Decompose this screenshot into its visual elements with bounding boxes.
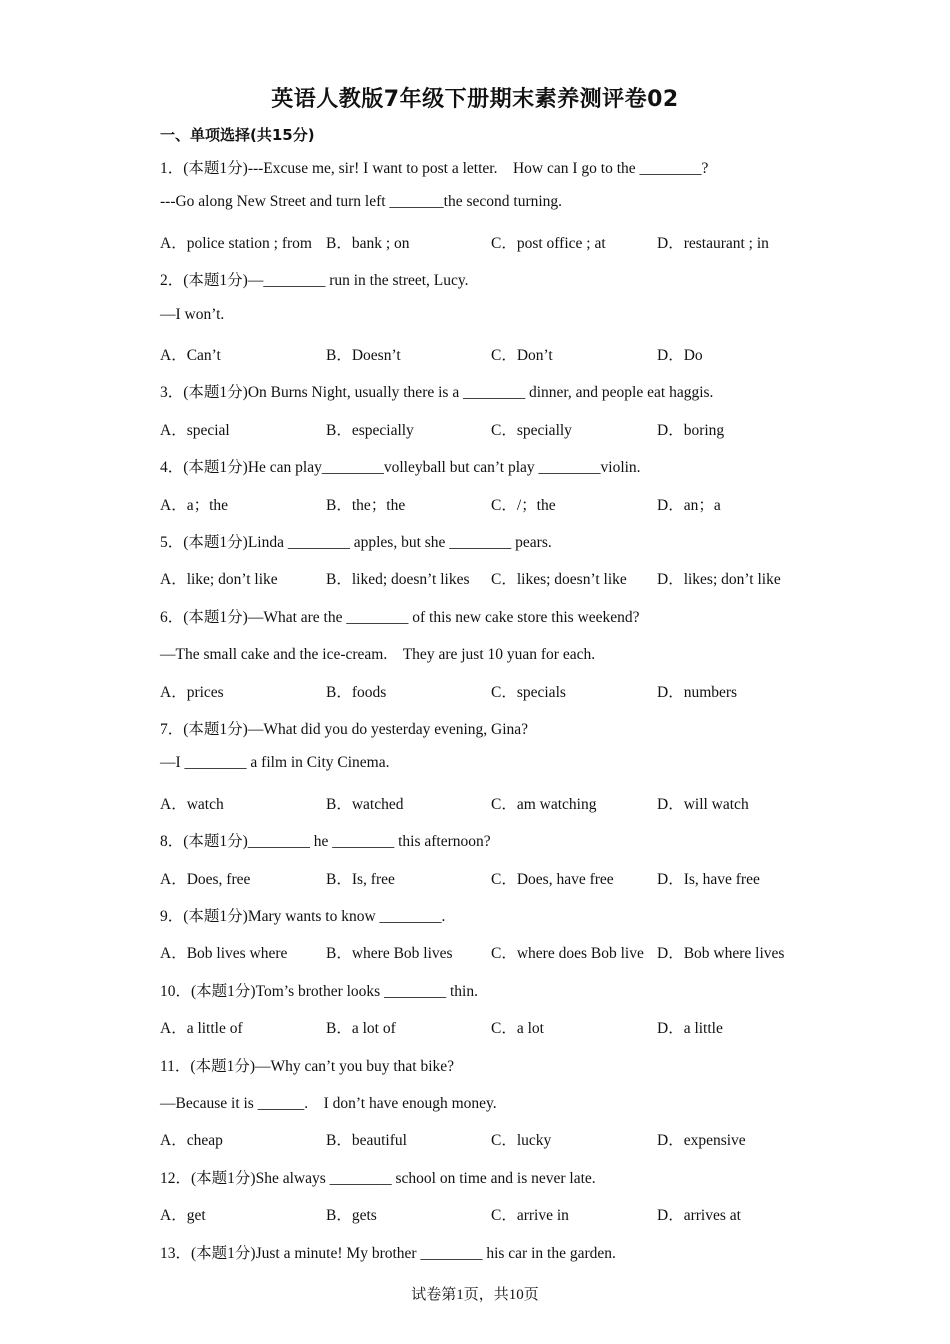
question-stem: 12．(本题1分)She always ________ school on time and is never late. xyxy=(160,1169,596,1187)
question-stem: 6．(本题1分)—What are the ________ of this new cake store this weekend? xyxy=(160,608,640,626)
answer-option-d[interactable]: D．will watch xyxy=(657,795,749,813)
page-footer: 试卷第1页，共10页 xyxy=(411,1287,539,1303)
question-stem: 5．(本题1分)Linda ________ apples, but she ________ pears. xyxy=(160,534,552,551)
question-stem: 1．(本题1分)---Excuse me, sir! I want to post a letter. How can I go to the ________? xyxy=(160,160,709,177)
answer-option-d[interactable]: D．a little xyxy=(657,1020,723,1038)
answer-option-c[interactable]: C．am watching xyxy=(491,795,597,813)
answer-option-d[interactable]: D．Is, have free xyxy=(657,870,760,888)
answer-option-b[interactable]: B．Doesn’t xyxy=(326,347,401,364)
question-stem: 7．(本题1分)—What did you do yesterday evening, Gina? xyxy=(160,721,529,738)
answer-option-b[interactable]: B．especially xyxy=(326,421,414,439)
answer-option-b[interactable]: B．beautiful xyxy=(326,1132,407,1150)
answer-option-d[interactable]: D．likes; don’t like xyxy=(657,571,781,589)
answer-option-c[interactable]: C．a lot xyxy=(491,1020,544,1038)
section-heading: 一、单项选择(共15分) xyxy=(160,126,315,144)
answer-option-d[interactable]: D．boring xyxy=(657,421,725,439)
answer-option-c[interactable]: C．arrive in xyxy=(491,1207,569,1225)
answer-option-a[interactable]: A．a little of xyxy=(160,1020,243,1038)
answer-option-b[interactable]: B．a lot of xyxy=(326,1020,396,1038)
answer-option-a[interactable]: A．a；the xyxy=(160,496,229,514)
answer-option-a[interactable]: A．police station ; from xyxy=(160,234,312,252)
answer-option-c[interactable]: C．lucky xyxy=(491,1132,552,1150)
answer-option-d[interactable]: D．restaurant ; in xyxy=(657,234,769,252)
answer-option-b[interactable]: B．where Bob lives xyxy=(326,945,453,963)
question-stem: 4．(本题1分)He can play________volleyball but can’t play ________violin. xyxy=(160,459,641,477)
answer-option-c[interactable]: C．post office ; at xyxy=(491,234,606,252)
answer-option-b[interactable]: B．liked; doesn’t likes xyxy=(326,571,470,589)
answer-option-b[interactable]: B．bank ; on xyxy=(326,234,410,252)
answer-option-b[interactable]: B．gets xyxy=(326,1207,377,1225)
question-dialogue-line: —Because it is ______. I don’t have enough money. xyxy=(160,1095,497,1112)
answer-option-b[interactable]: B．foods xyxy=(326,683,387,701)
page-title: 英语人教版7年级下册期末素养测评卷02 xyxy=(271,87,679,112)
answer-option-c[interactable]: C．specials xyxy=(491,683,566,701)
question-stem: 8．(本题1分)________ he ________ this afternoon? xyxy=(160,833,491,851)
question-stem: 10．(本题1分)Tom’s brother looks ________ thin. xyxy=(160,982,478,1000)
answer-option-d[interactable]: D．Bob where lives xyxy=(657,945,785,963)
answer-option-a[interactable]: A．Can’t xyxy=(160,347,221,364)
answer-option-d[interactable]: D．arrives at xyxy=(657,1207,741,1225)
answer-option-c[interactable]: C．/；the xyxy=(491,496,556,514)
answer-option-a[interactable]: A．prices xyxy=(160,683,224,701)
answer-option-a[interactable]: A．watch xyxy=(160,795,224,813)
answer-option-b[interactable]: B．Is, free xyxy=(326,870,395,888)
answer-option-a[interactable]: A．Bob lives where xyxy=(160,945,288,963)
answer-option-d[interactable]: D．expensive xyxy=(657,1132,746,1150)
question-dialogue-line: —The small cake and the ice-cream. They are just 10 yuan for each. xyxy=(160,646,596,664)
answer-option-c[interactable]: C．where does Bob live xyxy=(491,945,644,963)
question-dialogue-line: ---Go along New Street and turn left _______the second turning. xyxy=(160,193,563,211)
answer-option-a[interactable]: A．special xyxy=(160,421,230,439)
answer-option-c[interactable]: C．likes; doesn’t like xyxy=(491,571,627,589)
question-stem: 3．(本题1分)On Burns Night, usually there is a ________ dinner, and people eat haggis. xyxy=(160,384,714,402)
answer-option-a[interactable]: A．like; don’t like xyxy=(160,571,278,589)
answer-option-d[interactable]: D．numbers xyxy=(657,683,738,701)
question-dialogue-line: —I won’t. xyxy=(160,305,225,323)
question-dialogue-line: —I ________ a film in City Cinema. xyxy=(160,754,390,772)
question-stem: 11．(本题1分)—Why can’t you buy that bike? xyxy=(160,1057,455,1075)
answer-option-d[interactable]: D．Do xyxy=(657,347,703,364)
answer-option-a[interactable]: A．cheap xyxy=(160,1132,223,1150)
question-stem: 13．(本题1分)Just a minute! My brother ________ his car in the garden. xyxy=(160,1244,616,1262)
answer-option-b[interactable]: B．the；the xyxy=(326,496,406,514)
answer-option-a[interactable]: A．get xyxy=(160,1207,206,1225)
answer-option-a[interactable]: A．Does, free xyxy=(160,870,251,888)
answer-option-c[interactable]: C．Don’t xyxy=(491,347,553,364)
answer-option-c[interactable]: C．Does, have free xyxy=(491,870,614,888)
answer-option-c[interactable]: C．specially xyxy=(491,421,572,439)
answer-option-d[interactable]: D．an；a xyxy=(657,496,721,514)
answer-option-b[interactable]: B．watched xyxy=(326,795,404,813)
question-stem: 9．(本题1分)Mary wants to know ________. xyxy=(160,908,446,925)
question-stem: 2．(本题1分)—________ run in the street, Lucy. xyxy=(160,272,469,290)
